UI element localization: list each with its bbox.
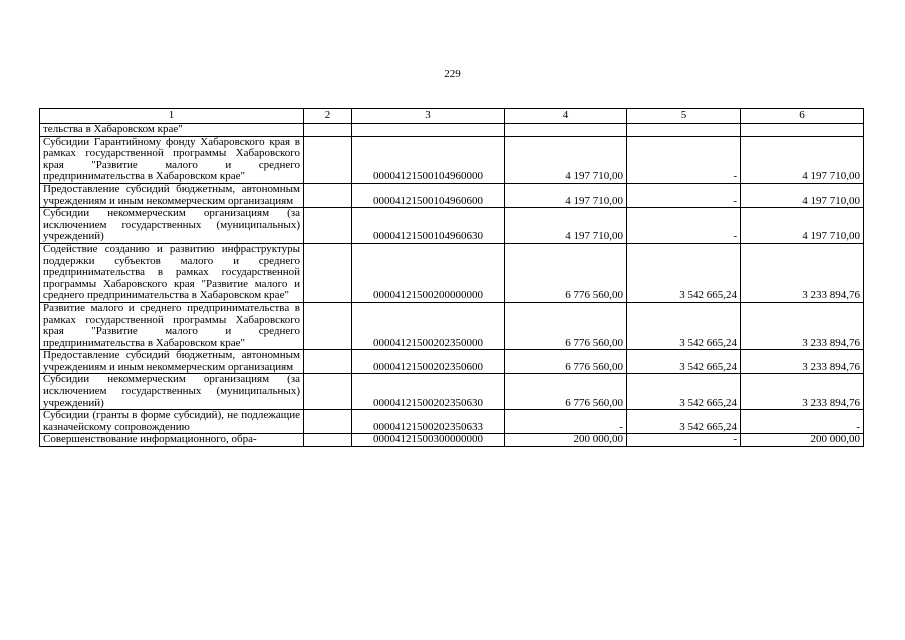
- row-name-cell: Субсидии некоммерческим организациям (за исключением государственных (муниципальных) учреждений): [40, 374, 304, 410]
- row-value-col5: 3 542 665,24: [627, 350, 741, 374]
- row-value-col6: -: [741, 410, 864, 434]
- row-code-cell: 00004121500202350633: [352, 410, 505, 434]
- row-value-col4: 6 776 560,00: [505, 302, 627, 349]
- table-row: [40, 410, 864, 434]
- row-code-cell: 00004121500202350000: [352, 302, 505, 349]
- row-value-col5: [627, 124, 741, 137]
- row-name-cell: Предоставление субсидий бюджетным, автономным учреждениям и иным некоммерческим организациям: [40, 183, 304, 207]
- row-value-col4: 6 776 560,00: [505, 243, 627, 302]
- row-name-cell: Содействие созданию и развитию инфраструктуры поддержки субъектов малого и среднего предпринимательства в рамках государственной программы Хабаровского края "Развитие малого и среднего предпринимательства в Хабаровском крае": [40, 243, 304, 302]
- row-col2-cell: [304, 350, 352, 374]
- row-value-col5: 3 542 665,24: [627, 374, 741, 410]
- row-code-cell: 00004121500104960600: [352, 183, 505, 207]
- row-col2-cell: [304, 434, 352, 447]
- row-value-col5: -: [627, 434, 741, 447]
- row-value-col5: -: [627, 208, 741, 244]
- row-value-col4: 6 776 560,00: [505, 350, 627, 374]
- row-name-cell: Совершенствование информационного, обра-: [40, 434, 304, 447]
- row-value-col4: 6 776 560,00: [505, 374, 627, 410]
- row-value-col6: [741, 124, 864, 137]
- row-value-col4: 4 197 710,00: [505, 183, 627, 207]
- row-code-cell: [352, 124, 505, 137]
- row-code-cell: 00004121500104960000: [352, 136, 505, 183]
- row-code-cell: 00004121500300000000: [352, 434, 505, 447]
- row-value-col4: 200 000,00: [505, 434, 627, 447]
- row-name-cell: Субсидии (гранты в форме субсидий), не подлежащие казначейскому сопровождению: [40, 410, 304, 434]
- row-col2-cell: [304, 183, 352, 207]
- row-value-col5: 3 542 665,24: [627, 410, 741, 434]
- row-value-col6: 3 233 894,76: [741, 243, 864, 302]
- row-value-col5: -: [627, 183, 741, 207]
- row-value-col6: 4 197 710,00: [741, 136, 864, 183]
- column-header: 5: [627, 109, 741, 124]
- row-value-col4: 4 197 710,00: [505, 136, 627, 183]
- row-value-col6: 3 233 894,76: [741, 350, 864, 374]
- table-row: [40, 243, 864, 302]
- row-value-col6: 3 233 894,76: [741, 302, 864, 349]
- table-row: [40, 434, 864, 447]
- row-col2-cell: [304, 243, 352, 302]
- table-row: [40, 374, 864, 410]
- row-value-col5: -: [627, 136, 741, 183]
- row-name-cell: Субсидии Гарантийному фонду Хабаровского края в рамках государственной программы Хабаровского края "Развитие малого и среднего предпринимательства в Хабаровском крае": [40, 136, 304, 183]
- row-value-col4: [505, 124, 627, 137]
- row-value-col6: 200 000,00: [741, 434, 864, 447]
- row-name-cell: Развитие малого и среднего предпринимательства в рамках государственной программы Хабаровского края "Развитие малого и среднего предпринимательства в Хабаровском крае": [40, 302, 304, 349]
- row-col2-cell: [304, 136, 352, 183]
- column-header: 1: [40, 109, 304, 124]
- page-number: 229: [444, 68, 461, 80]
- row-value-col6: 3 233 894,76: [741, 374, 864, 410]
- column-header: 6: [741, 109, 864, 124]
- row-value-col5: 3 542 665,24: [627, 243, 741, 302]
- row-code-cell: 00004121500104960630: [352, 208, 505, 244]
- table-row: [40, 208, 864, 244]
- table-header-row: [40, 109, 864, 124]
- column-header: 4: [505, 109, 627, 124]
- row-name-cell: Предоставление субсидий бюджетным, автономным учреждениям и иным некоммерческим организациям: [40, 350, 304, 374]
- row-value-col4: -: [505, 410, 627, 434]
- row-value-col5: 3 542 665,24: [627, 302, 741, 349]
- row-code-cell: 00004121500202350630: [352, 374, 505, 410]
- table-row: [40, 124, 864, 137]
- row-code-cell: 00004121500200000000: [352, 243, 505, 302]
- row-value-col6: 4 197 710,00: [741, 183, 864, 207]
- table-row: [40, 136, 864, 183]
- row-col2-cell: [304, 410, 352, 434]
- budget-table: [39, 108, 864, 447]
- table-row: [40, 302, 864, 349]
- row-col2-cell: [304, 124, 352, 137]
- row-col2-cell: [304, 208, 352, 244]
- row-value-col4: 4 197 710,00: [505, 208, 627, 244]
- row-name-cell: Субсидии некоммерческим организациям (за исключением государственных (муниципальных) учреждений): [40, 208, 304, 244]
- column-header: 2: [304, 109, 352, 124]
- table-row: [40, 183, 864, 207]
- table-row: [40, 350, 864, 374]
- row-code-cell: 00004121500202350600: [352, 350, 505, 374]
- row-value-col6: 4 197 710,00: [741, 208, 864, 244]
- column-header: 3: [352, 109, 505, 124]
- row-col2-cell: [304, 374, 352, 410]
- row-name-cell: тельства в Хабаровском крае": [40, 124, 304, 137]
- row-col2-cell: [304, 302, 352, 349]
